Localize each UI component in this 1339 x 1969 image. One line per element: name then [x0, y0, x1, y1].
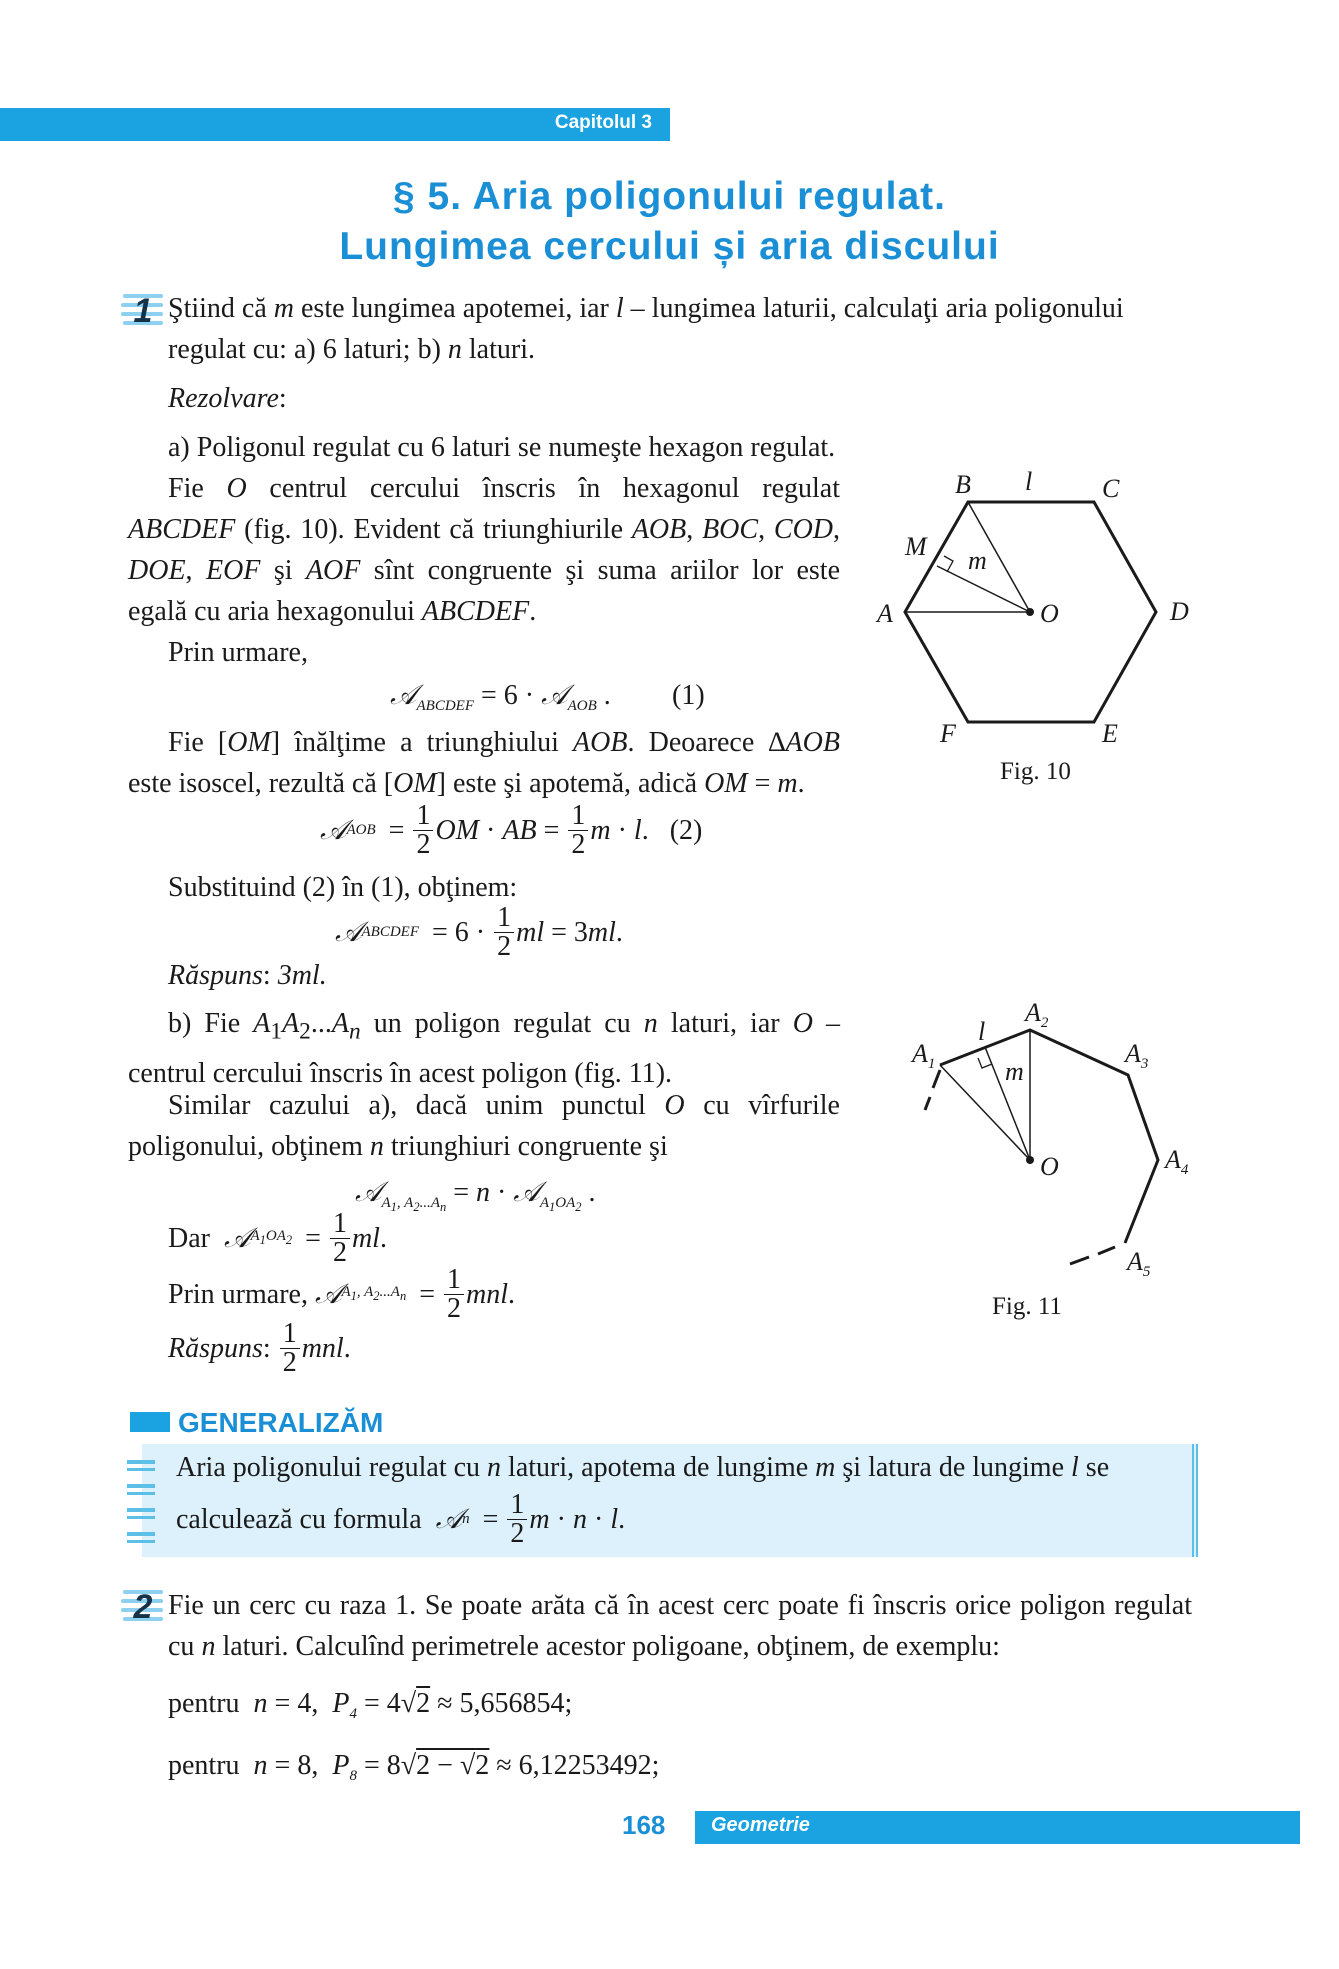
chapter-label: Capitolul 3	[554, 112, 652, 133]
svg-text:F: F	[940, 719, 956, 748]
figure-11-caption: Fig. 11	[992, 1293, 1062, 1320]
section-title-line2: Lungimea cercului și aria discului	[339, 225, 1000, 268]
answer-a: Răspuns: 3ml.	[168, 960, 327, 991]
part-b-paragraph2: Similar cazului a), dacă unim punctul O cu vîrfurile poligonului, obţinem n triunghiuri congruente şi	[128, 1090, 840, 1162]
equation-1-label: (1)	[672, 680, 705, 711]
svg-text:A: A	[877, 599, 893, 628]
svg-text:C: C	[1102, 474, 1120, 503]
svg-text:A4: $A_4$	[1165, 1145, 1189, 1178]
generalization-formula: calculează cu formula 𝒜 n = $\frac{1}{2}$ m · n · l .	[176, 1489, 626, 1549]
chapter-bar	[0, 108, 670, 141]
equation-6: Prin urmare, 𝒜 $A_1$, $A_2...A_n$ = $\frac{1}{2}$ mnl .	[168, 1264, 516, 1324]
generalization-heading: GENERALIZĂM	[178, 1407, 384, 1438]
svg-text:A5: $A_5$	[1127, 1247, 1151, 1280]
svg-text:D: D	[1170, 597, 1189, 626]
exercise-2-badge	[120, 1582, 166, 1628]
part-a-therefore: Prin urmare,	[168, 637, 308, 668]
generalization-marker	[130, 1412, 170, 1432]
part-b-paragraph1: b) Fie $A_1A_2...A_n$ un poligon regulat cu n laturi, iar O – centrul cercului înscris în acest poligon (fig. 11).	[128, 1008, 841, 1089]
svg-text:E: E	[1102, 719, 1118, 748]
substitute-text: Substituind (2) în (1), obţinem:	[168, 872, 518, 903]
part-a-intro: a) Poligonul regulat cu 6 laturi se numeşte hexagon regulat.	[168, 432, 836, 463]
equation-1: 𝒜$_{ABCDEF}$ = 6 · 𝒜$_{AOB}$ .	[390, 680, 611, 714]
svg-text:O: O	[1040, 599, 1059, 628]
svg-text:m: m	[1005, 1057, 1024, 1086]
svg-text:l: l	[978, 1017, 986, 1046]
equation-3: 𝒜 ABCDEF = 6 · $\frac{1}{2}$ ml = 3 ml .	[335, 902, 623, 962]
exercise-1-number: 1	[133, 292, 153, 330]
part-a-paragraph2: Fie [OM] înălţime a triunghiului AOB. Deoarece ∆AOB este isoscel, rezultă că [OM] este şi apotemă, adică OM = m.	[128, 727, 840, 799]
exercise-1-badge	[120, 286, 166, 332]
svg-text:O: O	[1040, 1152, 1059, 1181]
footer-bar	[695, 1811, 1300, 1844]
solution-label: Rezolvare:	[168, 383, 287, 414]
ex1-statement-line2: regulat cu: a) 6 laturi; b) n laturi.	[168, 334, 535, 365]
part-a-paragraph1: Fie O centrul cercului înscris în hexagonul regulat ABCDEF (fig. 10). Evident că triunghiurile AOB, BOC, COD, DOE, EOF şi AOF sînt congruente şi suma ariilor lor este egală cu aria hexagonului ABCDEF.	[128, 473, 841, 627]
generalization-stripes	[127, 1458, 155, 1544]
svg-text:B: B	[955, 470, 971, 499]
generalization-text-line1: Aria poligonului regulat cu n laturi, apotema de lungime m şi latura de lungime l se	[176, 1452, 1110, 1483]
svg-text:l: l	[1025, 467, 1033, 496]
p4-line: pentru n = 4, $P_4 = 4√2 \approx 5,656854$;	[168, 1688, 573, 1722]
figure-10-caption: Fig. 10	[1000, 758, 1071, 785]
page-number: 168	[622, 1810, 666, 1840]
exercise-2-number: 2	[133, 1588, 153, 1626]
figure-10-hexagon	[870, 460, 1200, 790]
equation-5: Dar 𝒜 $A_1OA_2$ = $\frac{1}{2}$ ml .	[168, 1208, 387, 1268]
svg-text:A1: $A_1$	[912, 1039, 936, 1072]
p8-line: pentru n = 8, $P_8 = 8√2 - √2 \approx 6,12253492$;	[168, 1750, 660, 1784]
svg-text:m: m	[968, 546, 987, 575]
answer-b: Răspuns : $\frac{1}{2}$ mnl .	[168, 1318, 351, 1378]
exercise-2-text: Fie un cerc cu raza 1. Se poate arăta că în acest cerc poate fi înscris orice poligon regulat cu n laturi. Calculînd perimetrele acestor poligoane, obţinem, de exemplu:	[168, 1590, 1192, 1662]
figure-11-polygon	[900, 990, 1200, 1280]
ex1-statement-line1: Ştiind că m este lungimea apotemei, iar l – lungimea laturii, calculaţi aria poligonului	[168, 293, 1124, 324]
svg-text:M: M	[905, 532, 927, 561]
footer-subject: Geometrie	[711, 1814, 810, 1836]
equation-2: 𝒜 AOB = $\frac{1}{2}$ OM · AB = $\frac{1}{2}$ m · l . (2)	[320, 800, 703, 860]
svg-text:A2: $A_2$	[1025, 998, 1049, 1031]
svg-text:A3: $A_3$	[1125, 1039, 1149, 1072]
section-title-line1: § 5. Aria poligonului regulat.	[393, 175, 946, 218]
equation-4: 𝒜$_{A_1, A_2...A_n}$ = n · 𝒜$_{A_1OA_2}$ .	[355, 1177, 596, 1214]
